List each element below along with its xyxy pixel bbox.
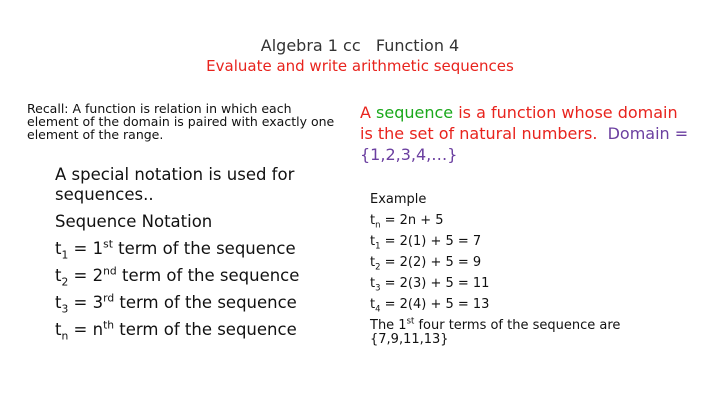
term-letter: t (370, 276, 376, 291)
term-subscript: 1 (61, 248, 69, 262)
term-equals: = 2 (68, 266, 104, 285)
term-subscript: 2 (375, 261, 381, 272)
term-subscript: n (61, 329, 69, 343)
term-description: term of the sequence (114, 293, 297, 312)
conclusion-ordinal: st (406, 315, 415, 326)
example-block (370, 193, 700, 347)
slide-title (0, 36, 720, 75)
title-main: Algebra 1 cc Function 4 (260, 36, 460, 55)
term-letter: t (370, 234, 376, 249)
definition-sequence-word: sequence (376, 103, 454, 122)
term-description: term of the sequence (112, 239, 296, 258)
term-subscript: 1 (375, 240, 381, 251)
term-ordinal: rd (103, 291, 115, 305)
recall-text: Recall: A function is relation in which each element of the domain is paired with exactly one element of the range. (27, 101, 335, 142)
term-letter: t (370, 297, 376, 312)
notation-item-2 (55, 264, 325, 289)
term-subscript: 2 (61, 275, 69, 289)
term-ordinal: st (103, 237, 113, 251)
example-expression: = 2(4) + 5 = 13 (380, 297, 490, 312)
example-conclusion (370, 315, 700, 347)
example-line-2 (370, 256, 700, 270)
notation-list (55, 165, 325, 347)
example-line-4 (370, 298, 700, 312)
title-subtitle: Evaluate and write arithmetic sequences (206, 57, 514, 75)
term-letter: t (55, 266, 62, 285)
example-line-1 (370, 235, 700, 249)
notation-item-3 (55, 291, 325, 316)
term-description: term of the sequence (114, 320, 297, 339)
conclusion-pre: The 1 (370, 318, 407, 333)
term-equals: = n (68, 320, 104, 339)
definition-part2: is a function whose domain is the set of natural numbers. (360, 103, 683, 143)
term-ordinal: nd (103, 264, 117, 278)
term-subscript: 4 (375, 303, 381, 314)
term-equals: = 1 (68, 239, 104, 258)
example-expression: = 2n + 5 (380, 213, 444, 228)
term-ordinal: th (103, 318, 115, 332)
term-description: term of the sequence (116, 266, 300, 285)
conclusion-post: four terms of the sequence are {7,9,11,13} (370, 318, 625, 347)
term-letter: t (55, 239, 62, 258)
notation-heading: Sequence Notation (55, 212, 213, 231)
term-subscript: 3 (375, 282, 381, 293)
term-letter: t (370, 213, 376, 228)
term-letter: t (55, 293, 62, 312)
notation-item-1 (55, 237, 325, 262)
definition-domain: Domain = {1,2,3,4,…} (360, 124, 689, 164)
example-line-3 (370, 277, 700, 291)
term-subscript: 3 (61, 302, 69, 316)
term-subscript: n (375, 219, 381, 230)
term-letter: t (370, 255, 376, 270)
example-expression: = 2(2) + 5 = 9 (380, 255, 482, 270)
definition-part1: A (360, 103, 377, 122)
sequence-definition (360, 102, 690, 165)
example-expression: = 2(3) + 5 = 11 (380, 276, 490, 291)
term-equals: = 3 (68, 293, 104, 312)
notation-intro: A special notation is used for sequences.. (55, 165, 295, 204)
notation-item-n (55, 318, 325, 343)
example-line-n (370, 214, 700, 228)
example-expression: = 2(1) + 5 = 7 (380, 234, 482, 249)
term-letter: t (55, 320, 62, 339)
example-label: Example (370, 192, 427, 207)
